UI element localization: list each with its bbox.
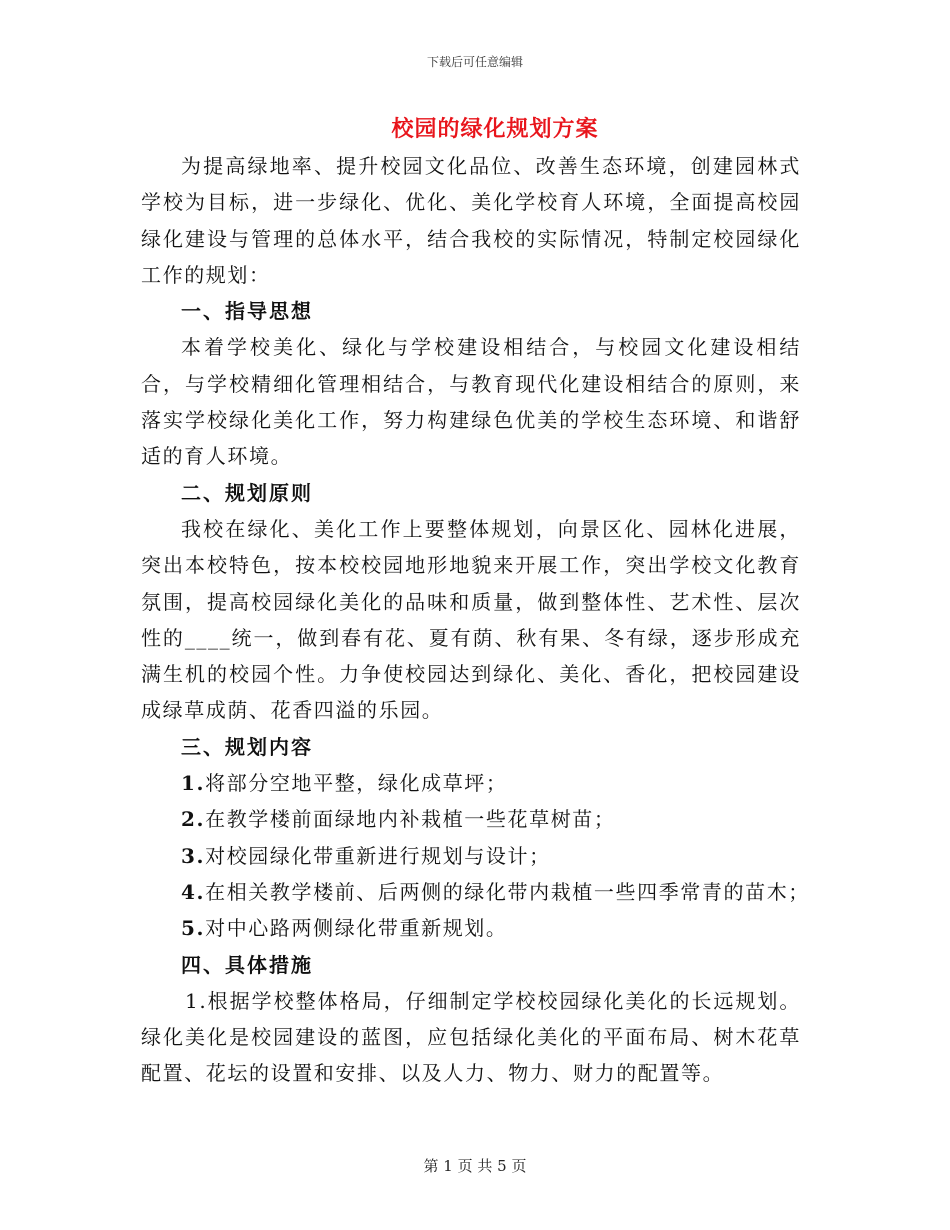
section-heading-specific-measures: 四、具体措施: [181, 952, 313, 977]
section-heading-planning-principles: 二、规划原则: [181, 480, 313, 505]
section-body-specific-measures: 1.根据学校整体格局，仔细制定学校校园绿化美化的长远规划。绿化美化是校园建设的蓝图，应包括绿化美化的平面布局、树木花草配置、花坛的设置和安排、以及人力、物力、财力的配置等。: [141, 988, 801, 1086]
list-item: [141, 874, 810, 910]
section-heading-planning-content: 三、规划内容: [181, 734, 313, 759]
list-item-number: 5.: [181, 916, 206, 941]
section-heading-guiding-ideology: 一、指导思想: [181, 299, 313, 324]
list-item-number: 1.: [181, 771, 206, 796]
list-item-text: 在相关教学楼前、后两侧的绿化带内栽植一些四季常青的苗木；: [205, 879, 810, 904]
list-item-number: 2.: [181, 807, 206, 832]
list-item-text: 对中心路两侧绿化带重新规划。: [205, 916, 508, 941]
section-body-planning-principles: 我校在绿化、美化工作上要整体规划，向景区化、园林化进展，突出本校特色，按本校校园地形地貌来开展工作，突出学校文化教育氛围，提高校园绿化美化的品味和质量，做到整体性、艺术性、层次性的____统一，做到春有花、夏有荫、秋有果、冬有绿，逐步形成充满生机的校园个性。力争使校园达到绿化、美化、香化，把校园建设成绿草成荫、花香四溢的乐园。: [141, 516, 801, 723]
list-item: [141, 765, 801, 801]
section-body-guiding-ideology: 本着学校美化、绿化与学校建设相结合，与校园文化建设相结合，与学校精细化管理相结合，与教育现代化建设相结合的原则，来落实学校绿化美化工作，努力构建绿色优美的学校生态环境、和谐舒适的育人环境。: [141, 335, 801, 469]
header-note: 下载后可任意编辑: [426, 55, 523, 69]
list-item-text: 对校园绿化带重新进行规划与设计；: [205, 843, 551, 868]
document-body: [141, 148, 810, 1092]
page-footer: 第 1 页 共 5 页: [423, 1157, 527, 1175]
list-item: [141, 838, 801, 874]
list-item-text: 将部分空地平整，绿化成草坪；: [205, 771, 508, 796]
intro-paragraph: 为提高绿地率、提升校园文化品位、改善生态环境，创建园林式学校为目标，进一步绿化、优化、美化学校育人环境，全面提高校园绿化建设与管理的总体水平，结合我校的实际情况，特制定校园绿化工作的规划：: [141, 154, 801, 287]
document-title: 校园的绿化规划方案: [391, 116, 599, 142]
list-item-number: 4.: [181, 879, 206, 904]
list-item: [141, 801, 801, 837]
list-item: [141, 910, 801, 946]
list-item-text: 在教学楼前面绿地内补栽植一些花草树苗；: [205, 807, 616, 832]
list-item-number: 3.: [181, 843, 206, 868]
